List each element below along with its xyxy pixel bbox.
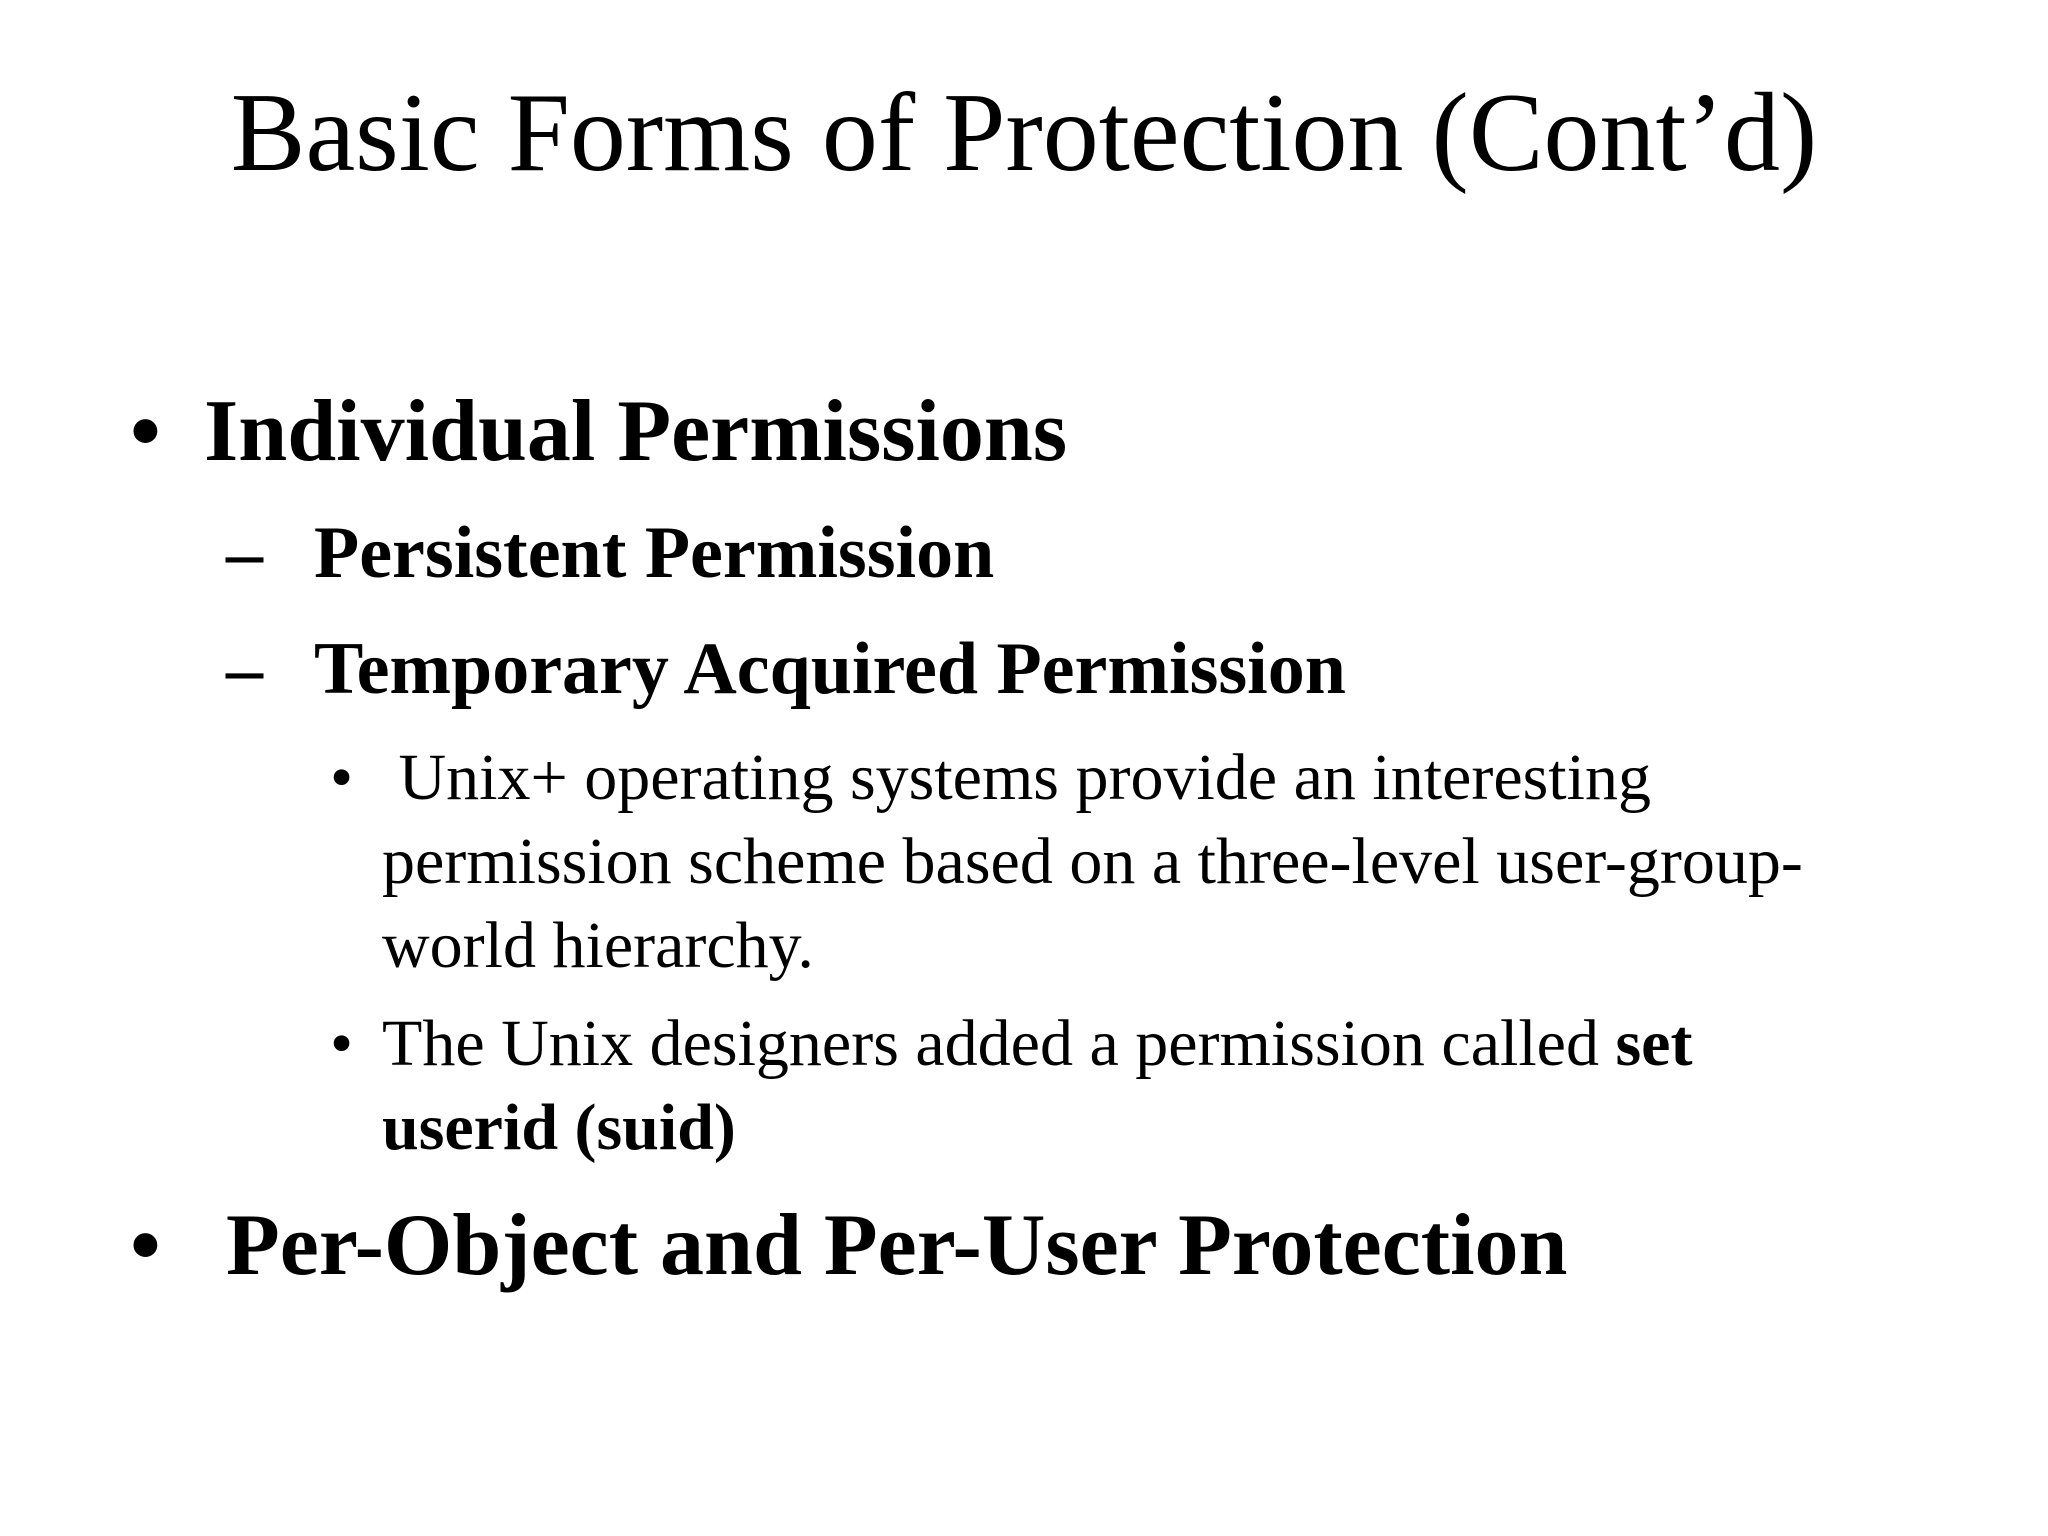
bullet-icon: • (130, 1197, 161, 1294)
sub-sub-item-unix-scheme (0, 736, 2048, 996)
bullet-text: Per-Object and Per-User Protection (226, 1197, 1568, 1294)
bullet-icon: • (330, 741, 354, 814)
sub-item-text: Temporary Acquired Permission (314, 628, 1346, 710)
sub-sub-item-text-line-2: permission scheme based on a three-level user-group- (382, 825, 1803, 898)
bold-text: userid (suid) (382, 1091, 736, 1164)
bold-text: set (1615, 1007, 1693, 1080)
dash-icon: – (226, 512, 263, 594)
bullet-text: Individual Permissions (204, 383, 1068, 480)
bullet-icon: • (130, 383, 161, 480)
plain-text: The Unix designers added a permission called (382, 1007, 1616, 1080)
sub-sub-item-suid (0, 1002, 2048, 1182)
sub-sub-item-text-line-3: world hierarchy. (382, 909, 814, 982)
dash-icon: – (226, 628, 263, 710)
sub-sub-item-text-line-1: Unix+ operating systems provide an interesting (382, 741, 1651, 814)
sub-item-text: Persistent Permission (314, 512, 995, 594)
bullet-icon: • (330, 1007, 354, 1080)
sub-sub-item-text-line-1 (382, 1002, 1692, 1086)
slide-title: Basic Forms of Protection (Cont’d) (230, 71, 1818, 195)
sub-sub-item-text-line-2 (382, 1086, 736, 1170)
